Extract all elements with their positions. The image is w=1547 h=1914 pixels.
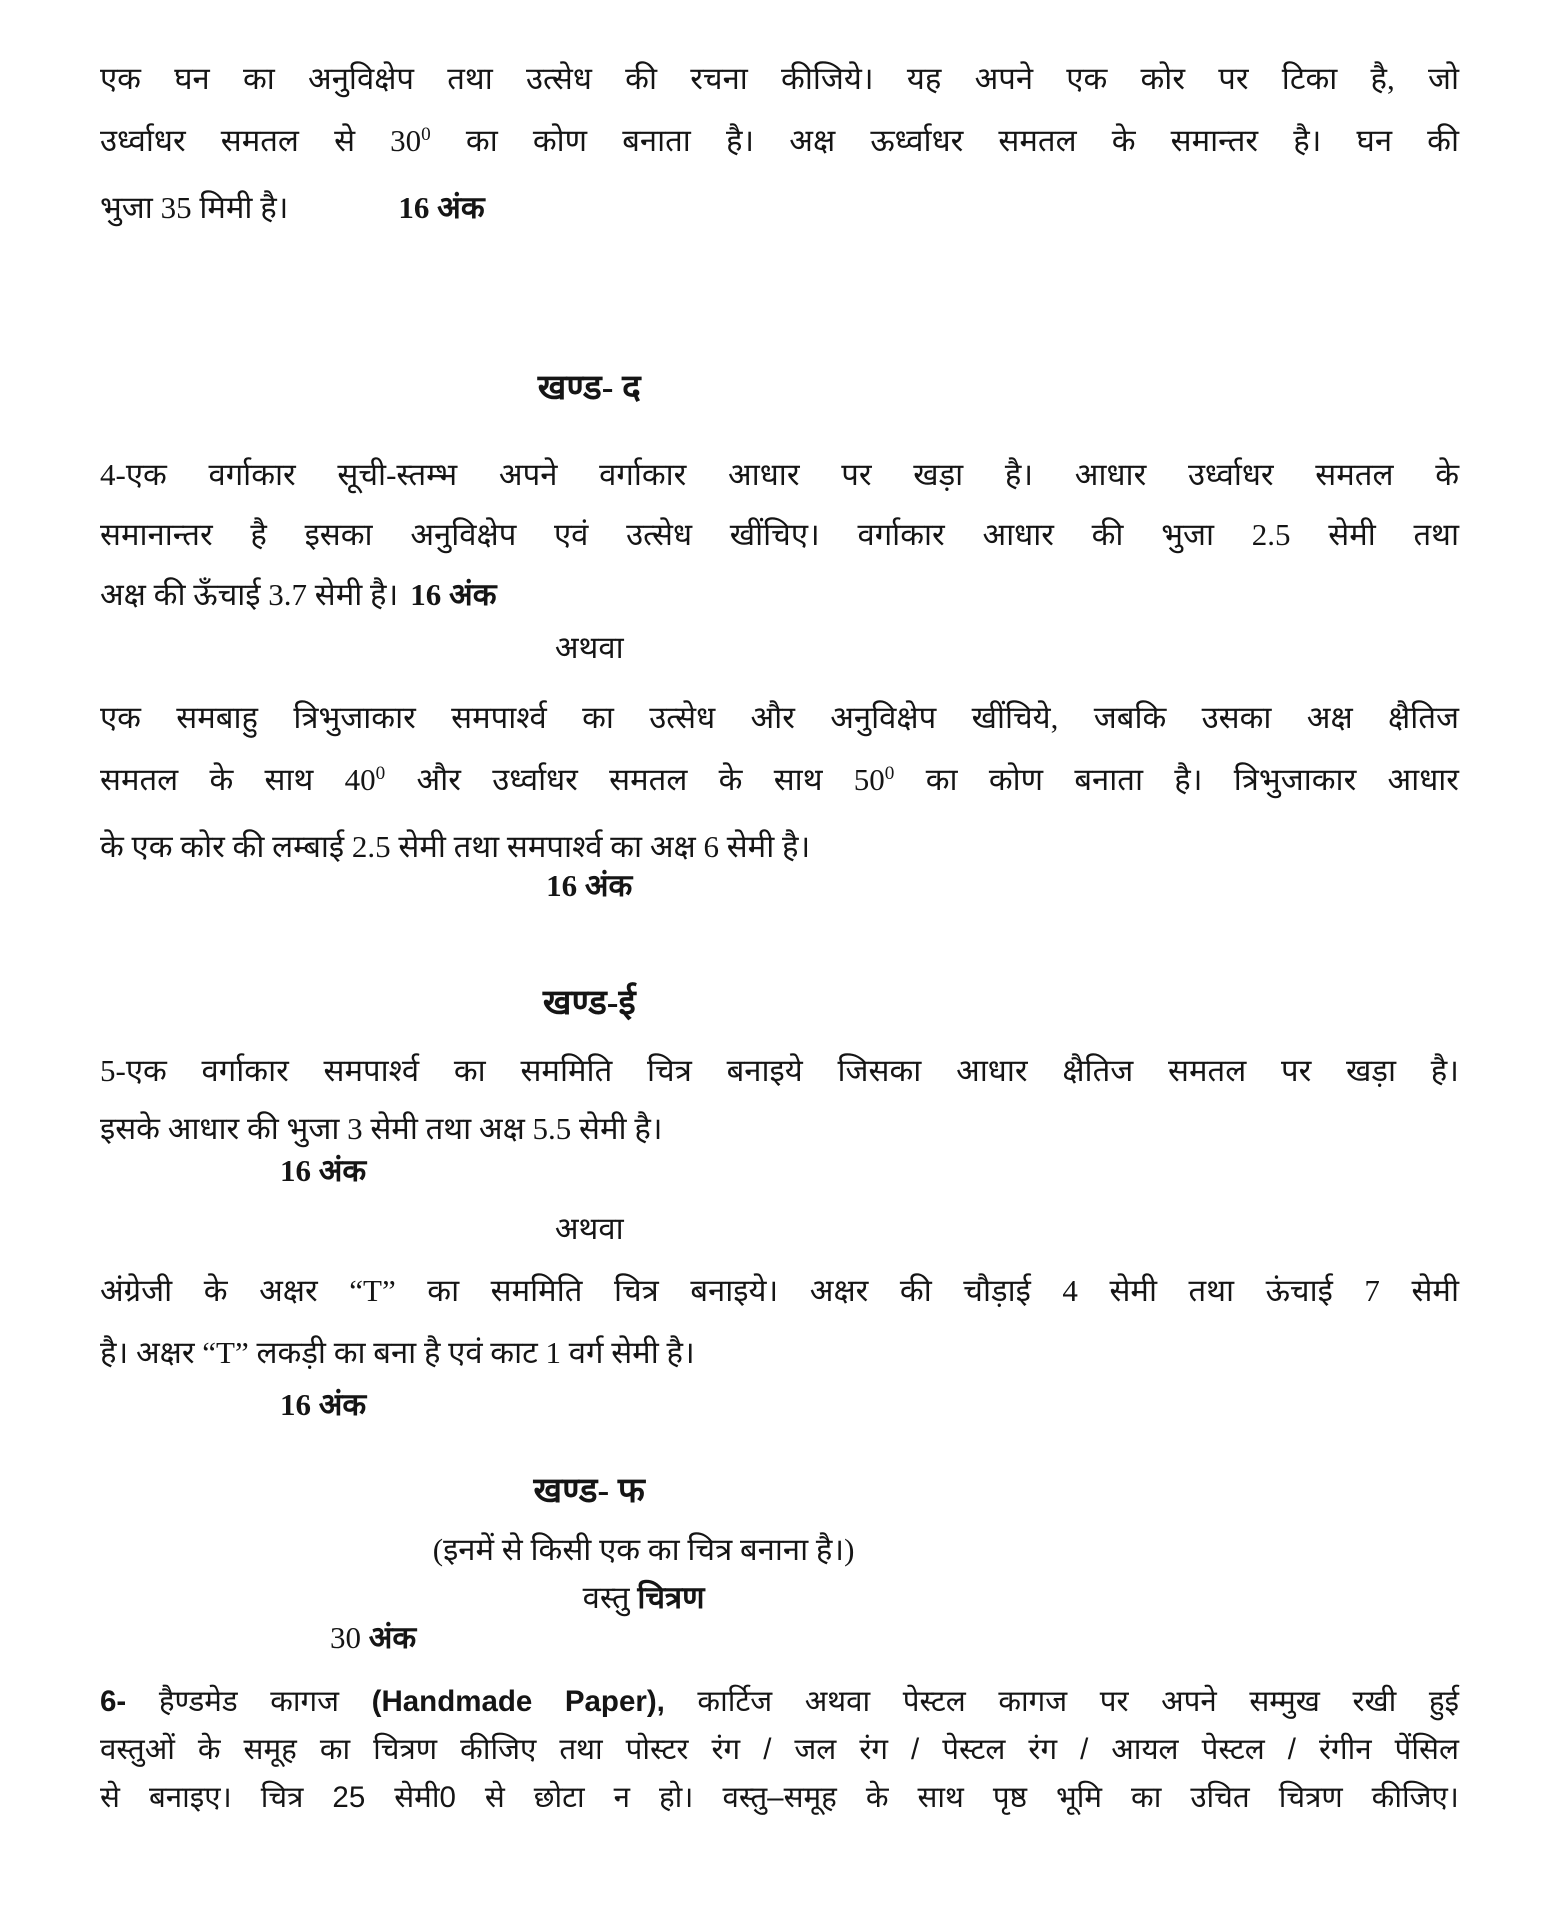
q6-line-2: वस्तुओं के समूह का चित्रण कीजिए तथा पोस्टर रंग / जल रंग / पेस्टल रंग / आयल पेस्टल / रंगीन पेंसिल bbox=[100, 1733, 1459, 1766]
q3-line-3-text: भुजा 35 मिमी है। bbox=[100, 190, 289, 225]
q3-line-1: एक घन का अनुविक्षेप तथा उत्सेध की रचना कीजिये। यह अपने एक कोर पर टिका है, जो bbox=[100, 61, 1459, 96]
q5-alt-line-1: अंग्रेजी के अक्षर “T” का सममिति चित्र बनाइये। अक्षर की चौड़ाई 4 सेमी तथा ऊंचाई 7 सेमी bbox=[100, 1273, 1459, 1308]
or-label-2: अथवा bbox=[554, 1211, 624, 1246]
section-f-marks-label bbox=[330, 1612, 1459, 1664]
section-f-note: (इनमें से किसी एक का चित्र बनाना है।) bbox=[432, 1532, 855, 1567]
q5-marks-label: 16 अंक bbox=[280, 1153, 367, 1188]
q6-number: 6- bbox=[100, 1685, 159, 1718]
degree-superscript: 0 bbox=[884, 763, 895, 785]
q6-line-1-post: कार्टिज अथवा पेस्टल कागज पर अपने सम्मुख रखी हुई bbox=[664, 1685, 1460, 1718]
or-label-1: अथवा bbox=[554, 630, 624, 665]
q4-alt-line-2-post: का कोण बनाता है। त्रिभुजाकार आधार bbox=[894, 762, 1459, 797]
q6-line-1-pre: हैण्डमेड कागज bbox=[158, 1685, 372, 1718]
q3-line-2-pre: उर्ध्वाधर समतल से 30 bbox=[100, 123, 422, 158]
subtitle-regular: वस्तु bbox=[582, 1580, 638, 1615]
section-f-heading: खण्ड- फ bbox=[533, 1471, 645, 1510]
q4-line-3 bbox=[100, 565, 1459, 625]
q5-alt-marks-label: 16 अंक bbox=[280, 1387, 367, 1422]
q4-line-3-text: अक्ष की ऊँचाई 3.7 सेमी है। bbox=[100, 577, 399, 612]
q5-line-1: 5-एक वर्गाकार समपार्श्व का सममिति चित्र बनाइये जिसका आधार क्षैतिज समतल पर खड़ा है। bbox=[100, 1053, 1459, 1088]
q4-alt-line-2 bbox=[100, 749, 1459, 816]
q4-marks-label: 16 अंक bbox=[410, 577, 497, 612]
q6-line-3: से बनाइए। चित्र 25 सेमी0 से छोटा न हो। वस्तु–समूह के साथ पृष्ठ भूमि का उचित चित्रण कीजिए। bbox=[100, 1781, 1459, 1814]
q4-alt-line-2-mid: और उर्ध्वाधर समतल के साथ 50 bbox=[385, 762, 885, 797]
q4-alt-marks-label: 16 अंक bbox=[546, 868, 633, 903]
section-d-heading: खण्ड- द bbox=[537, 368, 641, 407]
q6-latin-text: (Handmade Paper), bbox=[371, 1685, 665, 1718]
section-e-heading: खण्ड-ई bbox=[542, 983, 636, 1022]
q5-alt-line-2: है। अक्षर “T” लकड़ी का बना है एवं काट 1 वर्ग सेमी है। bbox=[100, 1335, 695, 1370]
marks-30-number: 30 bbox=[330, 1620, 369, 1655]
q3-line-2-post: का कोण बनाता है। अक्ष ऊर्ध्वाधर समतल के समान्तर है। घन की bbox=[430, 123, 1460, 158]
q3-marks-label: 16 अंक bbox=[398, 190, 485, 225]
q4-alt-line-2-pre: समतल के साथ 40 bbox=[100, 762, 376, 797]
q4-alt-line-3: के एक कोर की लम्बाई 2.5 सेमी तथा समपार्श्व का अक्ष 6 सेमी है। bbox=[100, 829, 811, 864]
q4-line-2: समानान्तर है इसका अनुविक्षेप एवं उत्सेध खींचिए। वर्गाकार आधार की भुजा 2.5 सेमी तथा bbox=[100, 517, 1459, 552]
degree-superscript: 0 bbox=[375, 763, 386, 785]
q4-line-1: 4-एक वर्गाकार सूची-स्तम्भ अपने वर्गाकार आधार पर खड़ा है। आधार उर्ध्वाधर समतल के bbox=[100, 457, 1459, 492]
subtitle-bold: चित्रण bbox=[637, 1580, 705, 1615]
q3-line-3 bbox=[100, 177, 1459, 239]
q5-line-2: इसके आधार की भुजा 3 सेमी तथा अक्ष 5.5 सेमी है। bbox=[100, 1111, 663, 1146]
q4-alt-line-1: एक समबाहु त्रिभुजाकार समपार्श्व का उत्सेध और अनुविक्षेप खींचिये, जबकि उसका अक्ष क्षैतिज bbox=[100, 700, 1459, 735]
degree-superscript: 0 bbox=[421, 124, 431, 146]
q3-line-2 bbox=[100, 110, 1459, 177]
marks-30-word: अंक bbox=[368, 1620, 417, 1655]
q6-line-1 bbox=[100, 1678, 1459, 1726]
